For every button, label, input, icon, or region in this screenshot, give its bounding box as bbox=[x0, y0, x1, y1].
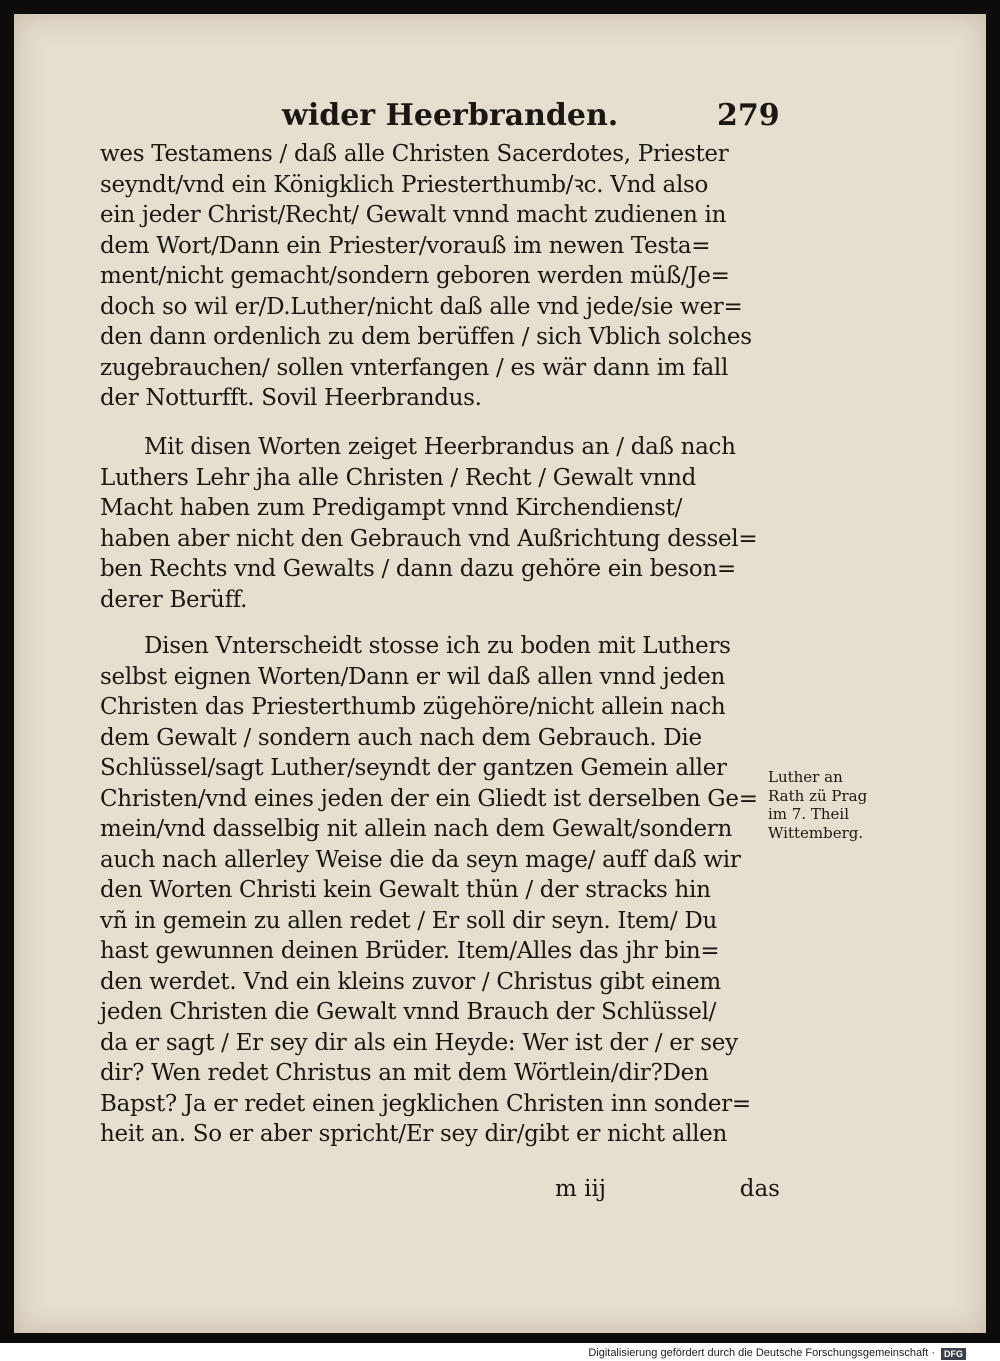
signature-mark: m iij bbox=[555, 1176, 606, 1202]
text-line: den dann ordenlich zu dem berüffen / sich Vblich solches bbox=[100, 324, 752, 350]
text-line: auch nach allerley Weise die da seyn mage/ auff daß wir bbox=[100, 846, 741, 873]
dfg-logo: DFG bbox=[941, 1348, 966, 1360]
text-line: den werdet. Vnd ein kleins zuvor / Christus gibt einem bbox=[100, 968, 721, 995]
text-line: doch so wil er/D.Luther/nicht daß alle vnd jede/sie wer= bbox=[100, 293, 743, 320]
margin-note-line: im 7. Theil bbox=[768, 805, 850, 823]
text-line: Schlüssel/sagt Luther/seyndt der gantzen Gemein aller bbox=[100, 755, 727, 781]
text-line: derer Berüff. bbox=[100, 586, 248, 613]
text-line: dir? Wen redet Christus an mit dem Wörtlein/dir?Den bbox=[100, 1060, 709, 1086]
text-line: Macht haben zum Predigampt vnnd Kirchendienst/ bbox=[100, 495, 683, 521]
paragraph-1 bbox=[100, 139, 780, 414]
text-line: haben aber nicht den Gebrauch vnd Außrichtung dessel= bbox=[100, 525, 758, 552]
margin-note-line: Luther an bbox=[768, 768, 843, 786]
text-line: seyndt/vnd ein Königklich Priesterthumb/ꝛc. Vnd also bbox=[100, 171, 709, 198]
text-line: ein jeder Christ/Recht/ Gewalt vnnd macht zudienen in bbox=[100, 202, 727, 228]
margin-note-line: Wittemberg. bbox=[768, 823, 864, 842]
digitization-footer bbox=[588, 1346, 966, 1361]
margin-note-line: Rath zü Prag bbox=[768, 786, 868, 805]
text-line: den Worten Christi kein Gewalt thün / der stracks hin bbox=[100, 877, 711, 903]
text-line: Bapst? Ja er redet einen jegklichen Christen inn sonder= bbox=[100, 1090, 751, 1117]
text-line: ment/nicht gemacht/sondern geboren werden müß/Je= bbox=[100, 263, 730, 289]
text-line: ben Rechts vnd Gewalts / dann dazu gehöre ein beson= bbox=[100, 556, 736, 582]
text-line: dem Gewalt / sondern auch nach dem Gebrauch. Die bbox=[100, 724, 702, 751]
text-line: mein/vnd dasselbig nit allein nach dem Gewalt/sondern bbox=[100, 816, 732, 842]
page-number: 279 bbox=[717, 98, 780, 133]
text-line: heit an. So er aber spricht/Er sey dir/gibt er nicht allen bbox=[100, 1121, 728, 1147]
text-line: hast gewunnen deinen Brüder. Item/Alles das jhr bin= bbox=[100, 938, 720, 964]
text-line: der Notturfft. Sovil Heerbrandus. bbox=[100, 385, 482, 411]
text-line: vñ in gemein zu allen redet / Er soll dir seyn. Item/ Du bbox=[100, 907, 718, 934]
text-line: Disen Vnterscheidt stosse ich zu boden mit Luthers bbox=[144, 633, 731, 659]
footer-text: Digitalisierung gefördert durch die Deutsche Forschungsgemeinschaft · bbox=[588, 1347, 935, 1359]
text-line: Mit disen Worten zeiget Heerbrandus an / daß nach bbox=[144, 434, 736, 460]
catchword: das bbox=[739, 1176, 780, 1202]
paragraph-3 bbox=[100, 631, 780, 1150]
running-head-title: wider Heerbranden. bbox=[282, 98, 619, 133]
paragraph-2 bbox=[100, 432, 780, 615]
text-line: Luthers Lehr jha alle Christen / Recht / Gewalt vnnd bbox=[100, 464, 697, 491]
text-line: dem Wort/Dann ein Priester/vorauß im newen Testa= bbox=[100, 232, 711, 259]
text-line: jeden Christen die Gewalt vnnd Brauch der Schlüssel/ bbox=[100, 999, 717, 1025]
text-line: zugebrauchen/ sollen vnterfangen / es wär dann im fall bbox=[100, 354, 729, 381]
text-line: wes Testamens / daß alle Christen Sacerdotes, Priester bbox=[100, 141, 729, 167]
text-line: Christen/vnd eines jeden der ein Gliedt ist derselben Ge= bbox=[100, 785, 758, 812]
signature-line bbox=[100, 1176, 780, 1206]
margin-note bbox=[768, 768, 918, 842]
book-page bbox=[14, 14, 986, 1333]
text-line: selbst eignen Worten/Dann er wil daß allen vnnd jeden bbox=[100, 663, 726, 690]
text-line: da er sagt / Er sey dir als ein Heyde: Wer ist der / er sey bbox=[100, 1029, 738, 1056]
text-line: Christen das Priesterthumb zügehöre/nicht allein nach bbox=[100, 694, 726, 720]
